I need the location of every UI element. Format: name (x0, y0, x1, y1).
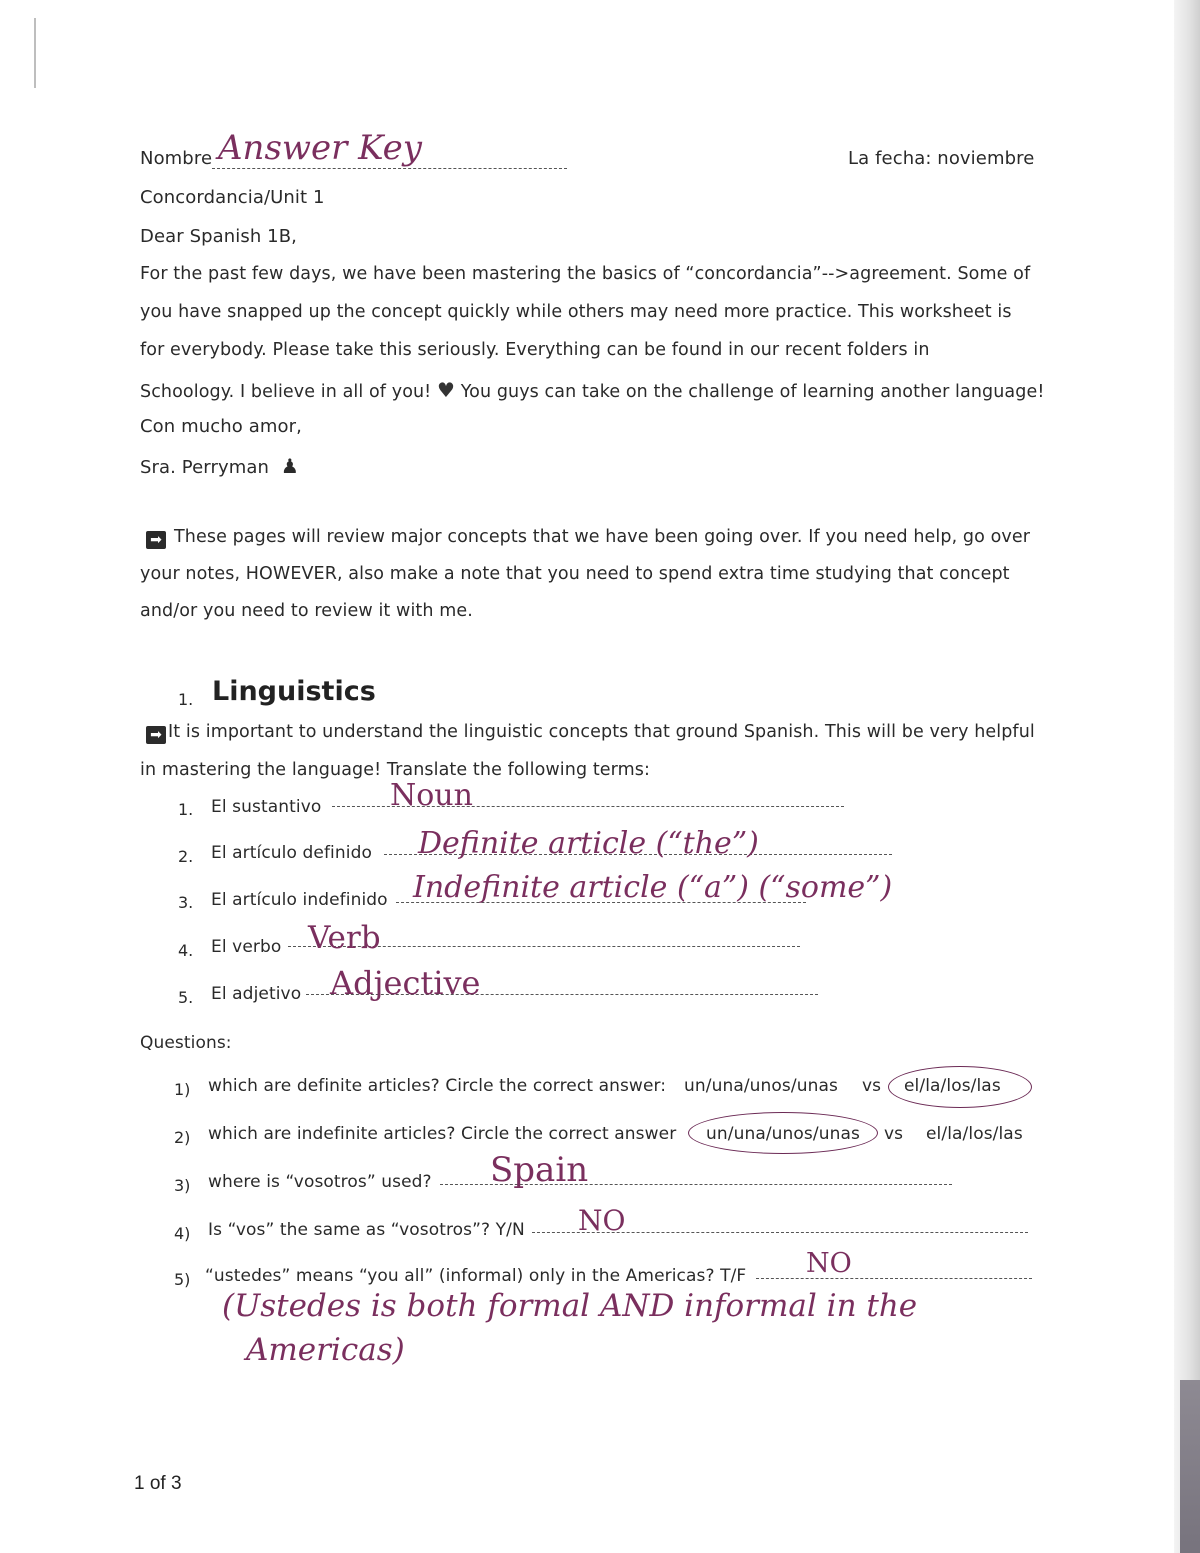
term-answer: Indefinite article (“a”) (“some”) (413, 870, 893, 905)
letter-line-4 (140, 378, 1044, 402)
signature-name: Sra. Perryman (140, 457, 269, 478)
questions-label: Questions: (140, 1033, 232, 1053)
greeting: Dear Spanish 1B, (140, 226, 298, 247)
question-text: “ustedes” means “you all” (informal) only in the Americas? T/F (205, 1266, 747, 1286)
date-text: La fecha: noviembre (848, 148, 1035, 169)
letter-line-3: for everybody. Please take this seriously. Everything can be found in our recent folders in (140, 340, 930, 360)
question-number: 4) (174, 1224, 191, 1243)
question-number: 1) (174, 1080, 191, 1099)
intro-line-2: your notes, HOWEVER, also make a note that you need to spend extra time studying that concept (140, 564, 1010, 584)
answer-circle (888, 1066, 1032, 1108)
signature (140, 454, 299, 478)
question-answer: Spain (490, 1150, 589, 1190)
name-line (212, 168, 567, 169)
letter-line-1: For the past few days, we have been mastering the basics of “concordancia”-->agreement. Some of (140, 264, 1031, 284)
letter-line-4a: Schoology. I believe in all of you! (140, 382, 432, 402)
option-definite: el/la/los/las (904, 1076, 1001, 1096)
letter-line-2: you have snapped up the concept quickly while others may need more practice. This worksheet is (140, 302, 1012, 322)
question-number: 3) (174, 1176, 191, 1195)
term-number: 1. (178, 800, 194, 819)
question-text: which are indefinite articles? Circle the correct answer (208, 1124, 677, 1144)
section-number: 1. (178, 690, 194, 709)
dancer-icon: ♟ (280, 454, 299, 478)
term-answer: Adjective (330, 964, 481, 1002)
scan-mark (34, 18, 36, 88)
note-line-1: (Ustedes is both formal AND informal in the (222, 1288, 918, 1324)
question-text: which are definite articles? Circle the correct answer: (208, 1076, 667, 1096)
question-text: where is “vosotros” used? (208, 1172, 432, 1192)
term-number: 3. (178, 893, 194, 912)
intro-line-1 (146, 527, 1030, 549)
closing: Con mucho amor, (140, 416, 302, 437)
letter-line-4b: You guys can take on the challenge of learning another language! (460, 382, 1045, 402)
question-number: 2) (174, 1128, 191, 1147)
term-label: El adjetivo (211, 984, 302, 1004)
term-number: 5. (178, 988, 194, 1007)
instruction-line-1-text: It is important to understand the linguistic concepts that ground Spanish. This will be very helpful (168, 722, 1035, 742)
term-answer: Definite article (“the”) (418, 826, 759, 861)
instruction-line-1 (146, 722, 1035, 744)
answer-line (756, 1278, 1032, 1279)
question-text: Is “vos” the same as “vosotros”? Y/N (208, 1220, 525, 1240)
question-answer: NO (806, 1248, 852, 1279)
option-indefinite: un/una/unos/unas (684, 1076, 838, 1096)
unit-text: Concordancia/Unit 1 (140, 187, 325, 208)
name-answer: Answer Key (218, 128, 422, 168)
scan-edge (1174, 0, 1200, 1553)
question-number: 5) (174, 1270, 191, 1289)
arrow-icon: ➡ (146, 726, 166, 744)
term-answer: Verb (308, 920, 381, 956)
section-title: Linguistics (212, 676, 376, 707)
intro-line-3: and/or you need to review it with me. (140, 601, 473, 621)
page-number: 1 of 3 (134, 1473, 182, 1494)
term-number: 2. (178, 847, 194, 866)
name-label: Nombre (140, 148, 213, 169)
term-number: 4. (178, 941, 194, 960)
intro-line-1-text: These pages will review major concepts that we have been going over. If you need help, go over (174, 527, 1031, 547)
option-indefinite: un/una/unos/unas (706, 1124, 860, 1144)
term-label: El verbo (211, 937, 282, 957)
vs-text: vs (884, 1124, 904, 1144)
vs-text: vs (862, 1076, 882, 1096)
arrow-icon: ➡ (146, 531, 166, 549)
term-label: El artículo indefinido (211, 890, 388, 910)
note-line-2: Americas) (246, 1332, 405, 1368)
term-label: El sustantivo (211, 797, 322, 817)
question-answer: NO (578, 1204, 626, 1237)
scan-shadow (1180, 1380, 1200, 1553)
instruction-line-2: in mastering the language! Translate the following terms: (140, 760, 651, 780)
term-label: El artículo definido (211, 843, 372, 863)
term-answer: Noun (390, 778, 473, 813)
option-definite: el/la/los/las (926, 1124, 1023, 1144)
heart-icon: ♥ (436, 378, 456, 402)
answer-circle (688, 1112, 878, 1154)
